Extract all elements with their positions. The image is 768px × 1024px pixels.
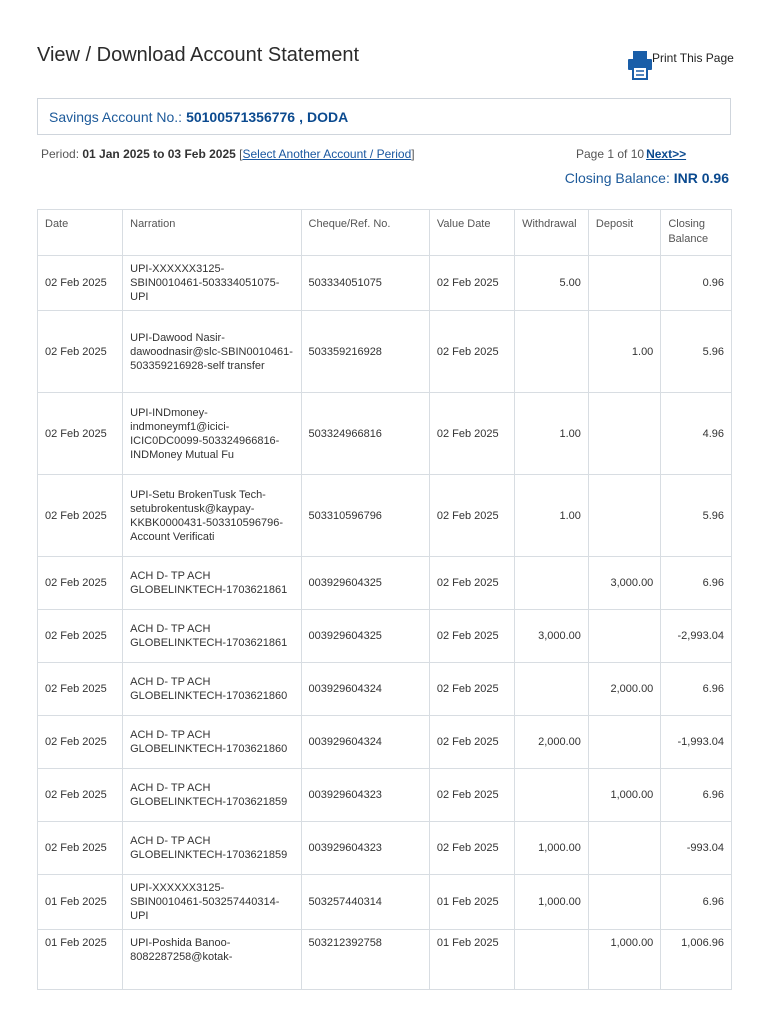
row-closing-balance: 6.96 [661, 557, 732, 610]
row-value-date: 02 Feb 2025 [429, 663, 514, 716]
closing-balance [565, 170, 729, 186]
row-cheque-ref: 003929604324 [301, 716, 429, 769]
account-separator: , [299, 108, 303, 125]
row-narration: ACH D- TP ACH GLOBELINKTECH-1703621861 [123, 610, 301, 663]
row-withdrawal: 1,000.00 [515, 822, 589, 875]
row-date: 02 Feb 2025 [38, 393, 123, 475]
page-count: Page 1 of 10 [576, 147, 645, 161]
printer-icon[interactable] [628, 50, 652, 80]
header-value-date: Value Date [429, 210, 514, 256]
row-cheque-ref: 003929604324 [301, 663, 429, 716]
row-value-date: 02 Feb 2025 [429, 822, 514, 875]
row-cheque-ref: 003929604323 [301, 769, 429, 822]
header-cheque-ref: Cheque/Ref. No. [301, 210, 429, 256]
table-row [38, 663, 732, 716]
header-narration: Narration [123, 210, 301, 256]
row-date: 02 Feb 2025 [38, 769, 123, 822]
table-header-row [38, 210, 732, 256]
row-value-date: 02 Feb 2025 [429, 769, 514, 822]
row-deposit [588, 475, 660, 557]
row-value-date: 02 Feb 2025 [429, 256, 514, 311]
header-deposit: Deposit [588, 210, 660, 256]
row-withdrawal: 1,000.00 [515, 875, 589, 930]
account-number: 50100571356776 [186, 108, 296, 125]
table-row [38, 610, 732, 663]
row-withdrawal [515, 311, 589, 393]
row-narration: UPI-INDmoney-indmoneymf1@icici-ICIC0DC0099-503324966816-INDMoney Mutual Fu [123, 393, 301, 475]
row-closing-balance: 1,006.96 [661, 930, 732, 990]
row-withdrawal [515, 557, 589, 610]
row-deposit [588, 716, 660, 769]
row-cheque-ref: 503212392758 [301, 930, 429, 990]
row-withdrawal: 2,000.00 [515, 716, 589, 769]
row-closing-balance: 5.96 [661, 311, 732, 393]
table-row [38, 875, 732, 930]
print-label[interactable]: Print This Page [652, 51, 734, 65]
row-withdrawal: 3,000.00 [515, 610, 589, 663]
closing-balance-value: INR 0.96 [673, 170, 729, 186]
row-closing-balance: -1,993.04 [661, 716, 732, 769]
row-withdrawal: 1.00 [515, 393, 589, 475]
header-closing-balance: Closing Balance [661, 210, 732, 256]
row-withdrawal [515, 769, 589, 822]
account-branch: DODA [306, 108, 349, 125]
row-deposit: 1,000.00 [588, 930, 660, 990]
row-withdrawal [515, 930, 589, 990]
row-narration: ACH D- TP ACH GLOBELINKTECH-1703621860 [123, 716, 301, 769]
row-deposit [588, 393, 660, 475]
table-row [38, 393, 732, 475]
row-value-date: 02 Feb 2025 [429, 311, 514, 393]
page-title: View / Download Account Statement [37, 44, 360, 66]
row-value-date: 02 Feb 2025 [429, 716, 514, 769]
row-narration: UPI-Dawood Nasir-dawoodnasir@slc-SBIN0010461-503359216928-self transfer [123, 311, 301, 393]
row-date: 01 Feb 2025 [38, 875, 123, 930]
row-withdrawal [515, 663, 589, 716]
row-value-date: 02 Feb 2025 [429, 557, 514, 610]
row-narration: UPI-Poshida Banoo-8082287258@kotak- [123, 930, 301, 990]
row-date: 02 Feb 2025 [38, 256, 123, 311]
row-deposit: 3,000.00 [588, 557, 660, 610]
row-narration: UPI-XXXXXX3125-SBIN0010461-503334051075-UPI [123, 256, 301, 311]
row-closing-balance: 5.96 [661, 475, 732, 557]
row-withdrawal: 1.00 [515, 475, 589, 557]
account-box [37, 98, 731, 135]
row-value-date: 01 Feb 2025 [429, 930, 514, 990]
table-row [38, 475, 732, 557]
table-row [38, 769, 732, 822]
select-account-period-link[interactable]: Select Another Account / Period [242, 147, 412, 161]
table-row [38, 557, 732, 610]
table-row [38, 822, 732, 875]
row-closing-balance: 6.96 [661, 875, 732, 930]
row-deposit: 1.00 [588, 311, 660, 393]
row-date: 02 Feb 2025 [38, 475, 123, 557]
row-date: 02 Feb 2025 [38, 716, 123, 769]
row-value-date: 02 Feb 2025 [429, 610, 514, 663]
row-value-date: 01 Feb 2025 [429, 875, 514, 930]
period-label: Period: [41, 147, 80, 161]
row-narration: ACH D- TP ACH GLOBELINKTECH-1703621859 [123, 822, 301, 875]
row-date: 02 Feb 2025 [38, 663, 123, 716]
table-row [38, 930, 732, 990]
row-narration: UPI-Setu BrokenTusk Tech-setubrokentusk@kaypay-KKBK0000431-503310596796-Account Verificati [123, 475, 301, 557]
row-cheque-ref: 003929604323 [301, 822, 429, 875]
row-cheque-ref: 503324966816 [301, 393, 429, 475]
table-row [38, 256, 732, 311]
row-closing-balance: 6.96 [661, 663, 732, 716]
row-cheque-ref: 503257440314 [301, 875, 429, 930]
row-deposit [588, 875, 660, 930]
statement-body [38, 256, 732, 990]
row-cheque-ref: 503359216928 [301, 311, 429, 393]
period-open-bracket: [ [239, 147, 243, 161]
header-date: Date [38, 210, 123, 256]
row-value-date: 02 Feb 2025 [429, 475, 514, 557]
row-closing-balance: -993.04 [661, 822, 732, 875]
row-closing-balance: -2,993.04 [661, 610, 732, 663]
row-deposit: 1,000.00 [588, 769, 660, 822]
statement-table [37, 209, 732, 990]
row-date: 02 Feb 2025 [38, 822, 123, 875]
row-deposit [588, 256, 660, 311]
row-narration: ACH D- TP ACH GLOBELINKTECH-1703621860 [123, 663, 301, 716]
row-value-date: 02 Feb 2025 [429, 393, 514, 475]
header-withdrawal: Withdrawal [515, 210, 589, 256]
row-narration: ACH D- TP ACH GLOBELINKTECH-1703621861 [123, 557, 301, 610]
row-cheque-ref: 503334051075 [301, 256, 429, 311]
row-date: 02 Feb 2025 [38, 557, 123, 610]
row-closing-balance: 0.96 [661, 256, 732, 311]
row-cheque-ref: 003929604325 [301, 610, 429, 663]
row-deposit [588, 822, 660, 875]
period-info [41, 147, 415, 161]
period-close-bracket: ] [411, 147, 415, 161]
print-button[interactable] [628, 50, 734, 80]
row-closing-balance: 6.96 [661, 769, 732, 822]
pagination [576, 147, 686, 161]
table-row [38, 716, 732, 769]
row-date: 01 Feb 2025 [38, 930, 123, 990]
period-range: 01 Jan 2025 to 03 Feb 2025 [82, 147, 236, 161]
row-cheque-ref: 503310596796 [301, 475, 429, 557]
next-page-link[interactable]: Next>> [646, 147, 687, 161]
account-label: Savings Account No.: [49, 108, 183, 125]
closing-balance-label: Closing Balance: [564, 170, 670, 186]
row-deposit [588, 610, 660, 663]
row-closing-balance: 4.96 [661, 393, 732, 475]
row-date: 02 Feb 2025 [38, 311, 123, 393]
row-cheque-ref: 003929604325 [301, 557, 429, 610]
row-date: 02 Feb 2025 [38, 610, 123, 663]
table-row [38, 311, 732, 393]
row-narration: ACH D- TP ACH GLOBELINKTECH-1703621859 [123, 769, 301, 822]
row-withdrawal: 5.00 [515, 256, 589, 311]
row-deposit: 2,000.00 [588, 663, 660, 716]
row-narration: UPI-XXXXXX3125-SBIN0010461-503257440314-UPI [123, 875, 301, 930]
